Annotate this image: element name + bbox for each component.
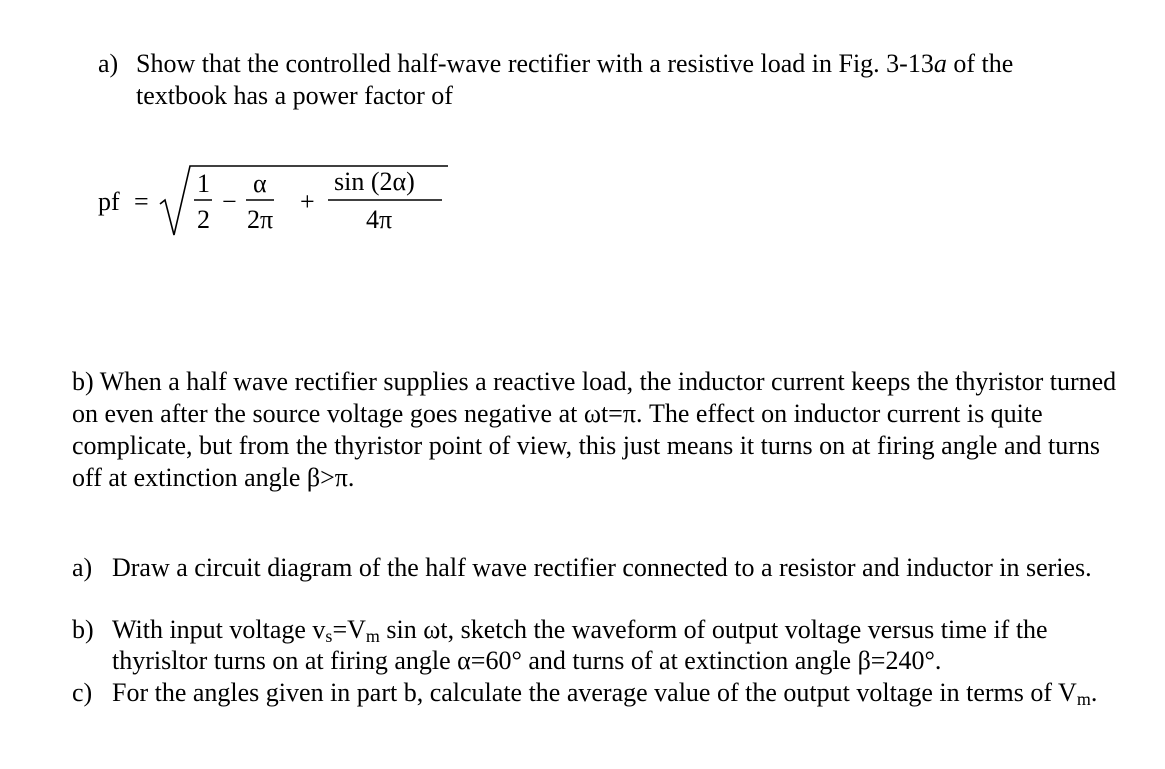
question-part-a [98,48,1138,112]
question-part-b: b) When a half wave rectifier supplies a reactive load, the inductor current keeps the thyristor turned on even after the source voltage goes negative at ωt=π. The effect on inductor current is quite complicate, but from the thyristor point of view, this just means it turns on at firing angle and turns off at extinction angle β>π. [72,367,1117,492]
power-factor-formula [98,160,458,250]
list-item-a-marker: a) [72,553,93,582]
list-item-b [72,614,1132,676]
frac2-numerator: α [253,169,267,198]
list-item-a-text: Draw a circuit diagram of the half wave rectifier connected to a resistor and inductor in series. [112,553,1092,582]
list-item-a [72,552,1132,583]
list-item-c-text: For the angles given in part b, calculate the average value of the output voltage in terms of $V_m$. [112,678,1098,709]
list-item-c-marker: c) [72,678,93,707]
formula-lhs: pf [98,187,120,216]
fig-italic-letter: a [933,49,947,78]
frac1-denominator: 2 [197,205,210,234]
part-a-marker: a) [98,49,119,78]
list-item-c [72,677,1132,708]
formula-minus: − [222,187,237,216]
list-item-b-marker: b) [72,615,94,644]
frac3-numerator: sin (2α) [334,167,415,196]
part-a-line2: textbook has a power factor of [136,81,453,110]
frac1-numerator: 1 [197,169,210,198]
frac2-denominator: 2π [247,205,274,234]
formula-plus: + [300,187,315,216]
part-a-line1: Show that the controlled half-wave rectifier with a resistive load in Fig. 3-13a of the [136,49,1014,78]
list-item-b-text: With input voltage $v_s=V_m$ sin ωt, sketch the waveform of output voltage versus time if the thyrisltor turns on at firing angle α=60° and turns of at extinction angle β=240°. [112,615,1048,675]
frac3-denominator: 4π [366,205,393,234]
formula-equals: = [134,187,149,216]
